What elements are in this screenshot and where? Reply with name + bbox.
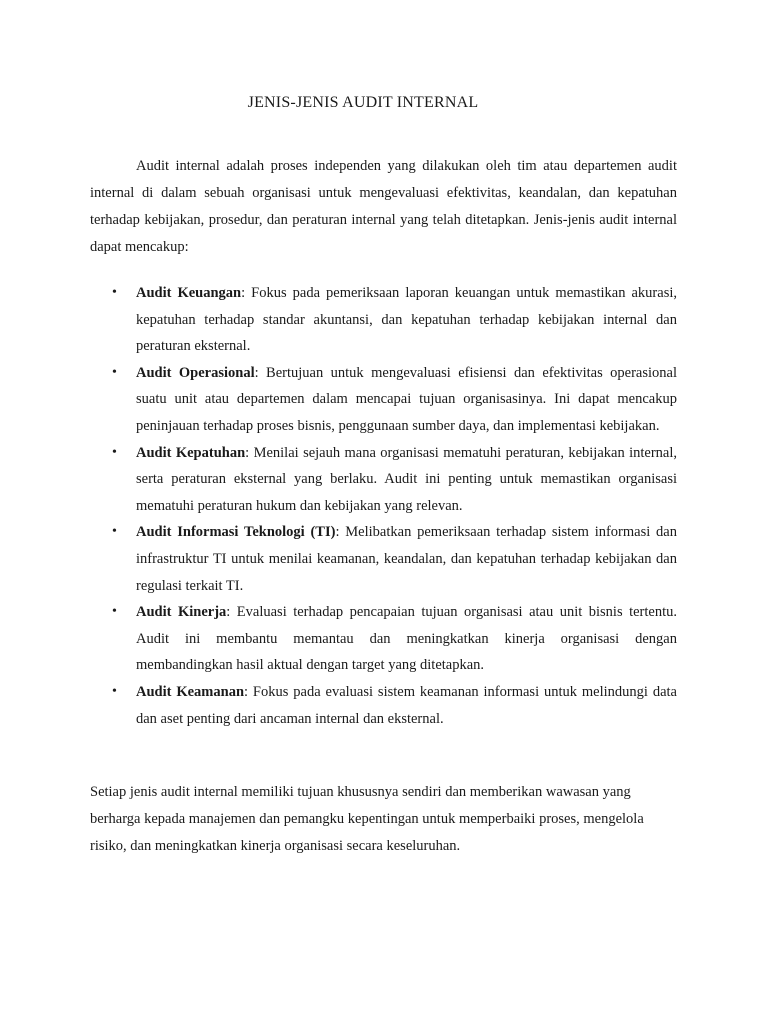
list-item-description: : Melibatkan pemeriksaan terhadap sistem informasi dan infrastruktur TI untuk menilai keamanan, keandalan, dan kepatuhan terhadap kebijakan dan regulasi terkait TI. xyxy=(136,524,677,594)
list-item xyxy=(112,599,677,679)
bullet-icon: • xyxy=(112,524,117,540)
closing-paragraph: Setiap jenis audit internal memiliki tujuan khususnya sendiri dan memberikan wawasan yang berharga kepada manajemen dan pemangku kepentingan untuk memperbaiki proses, mengelola risiko, dan meningkatkan kinerja organisasi secara keseluruhan. xyxy=(90,784,644,854)
list-item-term: Audit Operasional xyxy=(136,364,255,381)
list-item xyxy=(112,679,677,732)
list-item-term: Audit Kepatuhan xyxy=(136,444,246,461)
list-item xyxy=(112,440,677,520)
list-item-term: Audit Keuangan xyxy=(136,285,242,301)
list-item-description: : Bertujuan untuk mengevaluasi efisiensi dan efektivitas operasional suatu unit atau departemen dalam mencapai tujuan organisasinya. Ini dapat mencakup peninjauan terhadap proses bisnis, penggunaan sumber daya, dan implementasi kebijakan. xyxy=(136,364,677,434)
bullet-icon: • xyxy=(112,604,117,620)
list-item-term: Audit Informasi Teknologi (TI) xyxy=(136,524,336,541)
bullet-icon: • xyxy=(112,364,117,380)
list-item-description: : Fokus pada evaluasi sistem keamanan informasi untuk melindungi data dan aset penting dari ancaman internal dan eksternal. xyxy=(136,683,677,727)
intro-paragraph: Audit internal adalah proses independen yang dilakukan oleh tim atau departemen audit internal di dalam sebuah organisasi untuk mengevaluasi efektivitas, keandalan, dan kepatuhan terhadap kebijakan, prosedur, dan peraturan internal yang telah ditetapkan. Jenis-jenis audit internal dapat mencakup: xyxy=(90,158,677,255)
list-item-term: Audit Keamanan xyxy=(136,683,245,700)
list-item xyxy=(112,360,677,440)
document-title: JENIS-JENIS AUDIT INTERNAL xyxy=(247,94,479,111)
list-item xyxy=(112,280,677,360)
list-item-term: Audit Kinerja xyxy=(136,604,227,621)
bullet-icon: • xyxy=(112,444,117,460)
list-item-description: : Fokus pada pemeriksaan laporan keuangan untuk memastikan akurasi, kepatuhan terhadap standar akuntansi, dan kepatuhan terhadap kebijakan internal dan peraturan eksternal. xyxy=(136,285,677,355)
bullet-icon: • xyxy=(112,285,117,300)
audit-types-list xyxy=(112,280,677,732)
list-item xyxy=(112,519,677,599)
bullet-icon: • xyxy=(112,683,117,699)
list-item-description: : Evaluasi terhadap pencapaian tujuan organisasi atau unit bisnis tertentu. Audit ini membantu memantau dan meningkatkan kinerja organisasi dengan membandingkan hasil aktual dengan target yang ditetapkan. xyxy=(136,604,677,674)
list-item-description: : Menilai sejauh mana organisasi mematuhi peraturan, kebijakan internal, serta peraturan eksternal yang berlaku. Audit ini penting untuk memastikan organisasi mematuhi peraturan hukum dan kebijakan yang relevan. xyxy=(136,444,677,514)
